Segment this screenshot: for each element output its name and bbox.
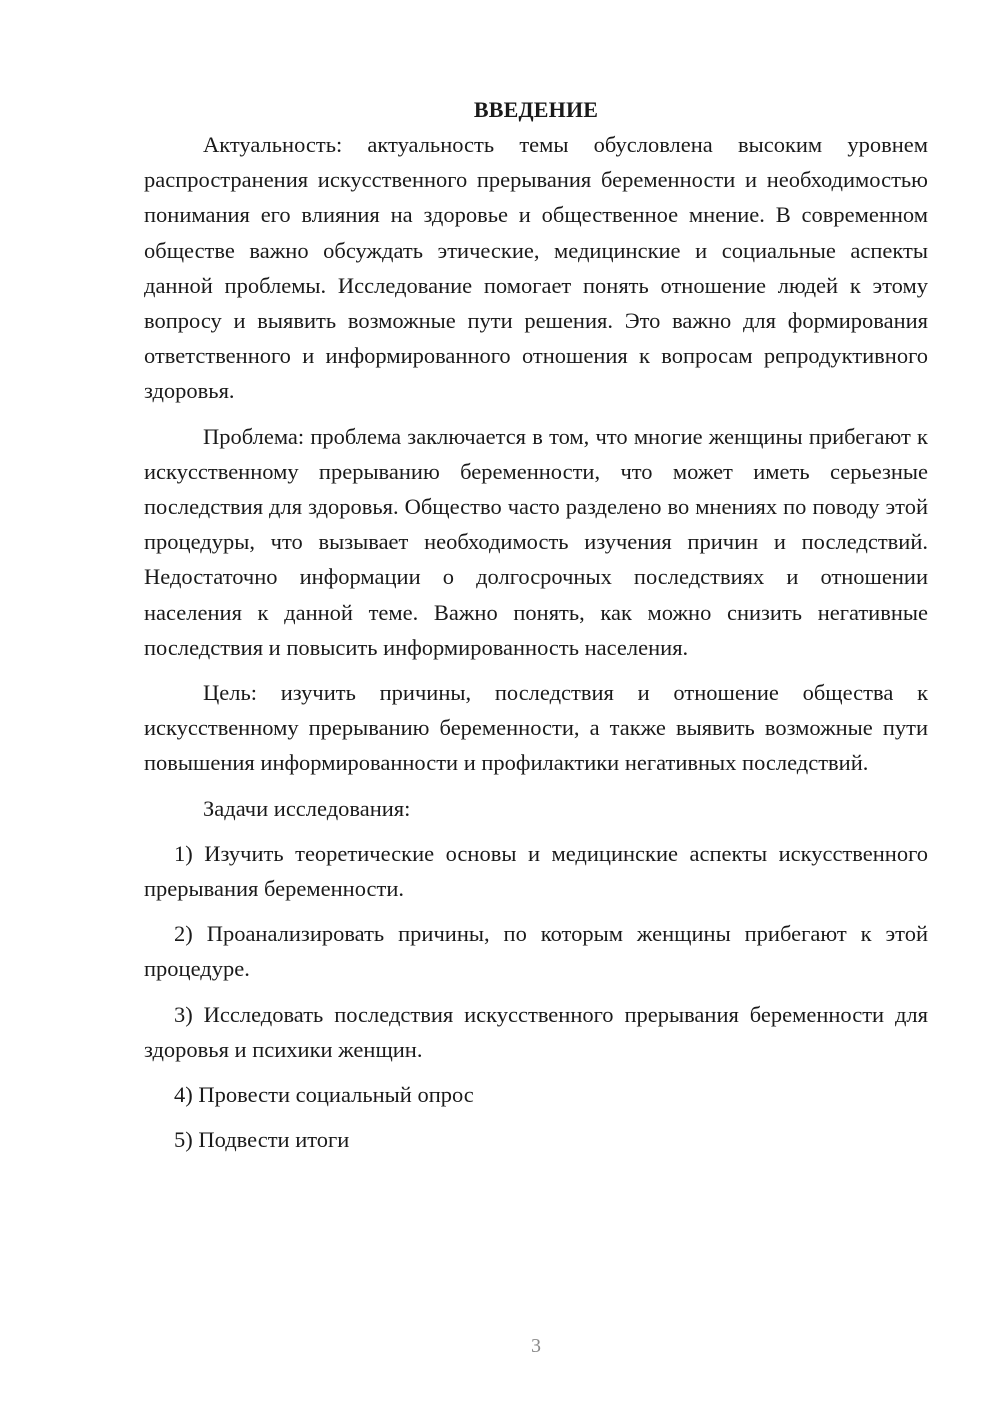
page-number: 3 — [531, 1335, 541, 1357]
paragraph-relevance: Актуальность: актуальность темы обусловлена высоким уровнем распространения искусственного прерывания беременности и необходимостью понимания его влияния на здоровье и общественное мнение. В современном обществе важно обсуждать этические, медицинские и социальные аспекты данной проблемы. Исследование помогает понять отношение людей к этому вопросу и выявить возможные пути решения. Это важно для формирования ответственного и информированного отношения к вопросам репродуктивного здоровья. — [144, 132, 928, 404]
tasks-heading: Задачи исследования: — [203, 795, 411, 821]
list-item: 4) Провести социальный опрос — [174, 1082, 474, 1108]
paragraph-problem: Проблема: проблема заключается в том, что многие женщины прибегают к искусственному прерыванию беременности, что может иметь серьезные последствия для здоровья. Общество часто разделено во мнениях по поводу этой процедуры, что вызывает необходимость изучения причин и последствий. Недостаточно информации о долгосрочных последствиях и отношении населения к данной теме. Важно понять, как можно снизить негативные последствия и повысить информированность населения. — [144, 423, 928, 660]
tasks-list — [144, 836, 928, 1158]
page-title: ВВЕДЕНИЕ — [473, 97, 599, 122]
list-item: 1) Изучить теоретические основы и медицинские аспекты искусственного прерывания беременности. — [144, 840, 928, 902]
paragraph-goal: Цель: изучить причины, последствия и отношение общества к искусственному прерыванию беременности, а также выявить возможные пути повышения информированности и профилактики негативных последствий. — [144, 680, 928, 776]
list-item: 5) Подвести итоги — [174, 1127, 350, 1153]
page-content — [144, 92, 928, 1157]
list-item: 2) Проанализировать причины, по которым женщины прибегают к этой процедуре. — [144, 921, 928, 982]
list-item: 3) Исследовать последствия искусственного прерывания беременности для здоровья и психики женщин. — [144, 1001, 928, 1062]
